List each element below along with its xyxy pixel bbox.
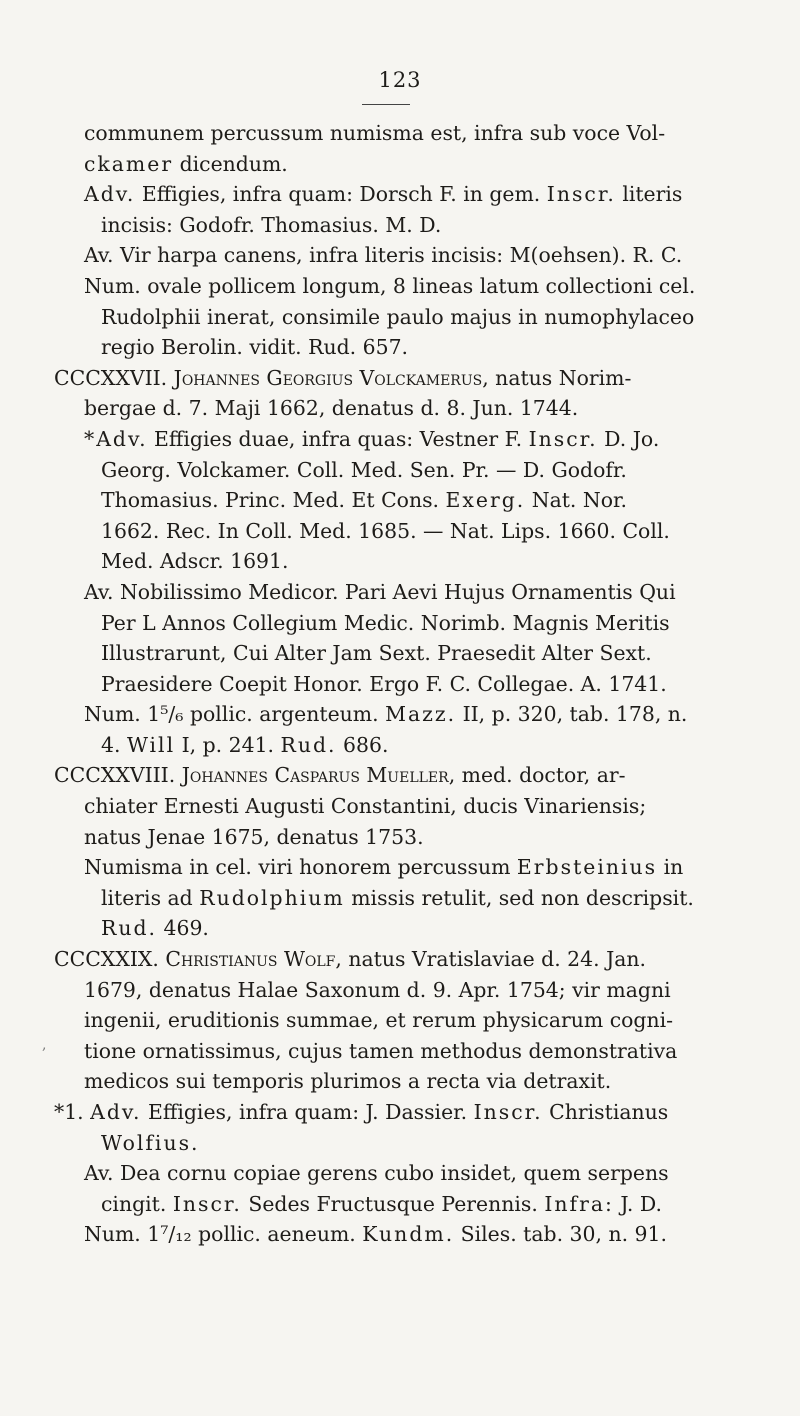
text-line — [54, 699, 774, 730]
text-run: Thomasius. Princ. Med. Et Cons. — [101, 488, 446, 513]
text-run: Illustrarunt, Cui Alter Jam Sext. Praesedit Alter Sext. — [101, 641, 652, 666]
text-run: D. Jo. — [597, 426, 660, 451]
text-run: missis retulit, sed non descripsit. — [344, 885, 694, 910]
text-run: regio Berolin. vidit. Rud. 657. — [101, 335, 409, 360]
text-run: , med. doctor, ar- — [448, 763, 626, 788]
text-run: Rud. — [280, 732, 337, 757]
text-line — [54, 1158, 774, 1189]
text-line — [54, 1005, 774, 1036]
text-run: Inscr. — [172, 1191, 242, 1216]
text-run: Rudolphium — [199, 885, 345, 910]
text-line — [54, 852, 774, 883]
text-run: Erbsteinius — [516, 855, 658, 880]
text-run: Inscr. — [528, 426, 598, 451]
text-line — [54, 546, 774, 577]
text-run: Mazz. — [385, 702, 457, 727]
text-run: Per L Annos Collegium Medic. Norimb. Magnis Meritis — [101, 610, 670, 635]
text-run: ckamer — [84, 151, 174, 176]
text-run: Nat. Nor. — [525, 488, 627, 513]
text-run: 1679, denatus Halae Saxonum d. 9. Apr. 1754; vir magni — [84, 977, 671, 1002]
text-run: *Adv. — [84, 426, 148, 451]
text-run: Infra: — [544, 1191, 614, 1216]
text-line — [54, 240, 774, 271]
text-run: Rud. — [101, 916, 158, 941]
text-line — [54, 393, 774, 424]
text-run: CCCXXIX. — [54, 947, 166, 972]
text-run: cingit. — [101, 1191, 173, 1216]
text-run: Adv. — [90, 1100, 142, 1124]
text-line — [54, 577, 774, 608]
text-line — [54, 1036, 774, 1067]
text-line — [54, 944, 774, 975]
text-line — [54, 485, 774, 516]
text-line — [54, 455, 774, 486]
text-run: medicos sui temporis plurimos a recta via detraxit. — [84, 1069, 612, 1094]
text-run: Effigies duae, infra quas: Vestner F. — [147, 426, 529, 451]
text-run: 1662. Rec. In Coll. Med. 1685. — Nat. Lips. 1660. Coll. — [101, 518, 670, 543]
text-run: I, p. 241. — [175, 732, 281, 757]
text-run: Av. Vir harpa canens, infra literis incisis: M(oehsen). R. C. — [84, 243, 683, 268]
text-run: Num. 1⁷/₁₂ pollic. aeneum. — [84, 1222, 363, 1247]
text-run: Av. Nobilissimo Medicor. Pari Aevi Hujus Ornamentis Qui — [84, 579, 676, 604]
text-run: Effigies, infra quam: Dorsch F. in gem. — [135, 182, 547, 207]
text-line — [54, 760, 774, 791]
text-run: Johannes Georgius Volckamerus — [173, 365, 483, 390]
text-line — [54, 822, 774, 853]
text-run: bergae d. 7. Maji 1662, denatus d. 8. Jun. 1744. — [84, 396, 579, 421]
text-run: CCCXXVIII. — [54, 763, 182, 788]
text-line — [54, 516, 774, 547]
text-line — [54, 1189, 774, 1220]
text-line — [54, 669, 774, 700]
text-line — [54, 332, 774, 363]
text-run: J. D. — [613, 1191, 662, 1216]
text-line — [54, 1128, 774, 1159]
text-run: Med. Adscr. 1691. — [101, 549, 289, 574]
header-rule — [362, 104, 410, 105]
text-run: Exerg. — [445, 488, 526, 513]
text-run: Adv. — [84, 182, 136, 207]
page-number: 123 — [378, 68, 422, 92]
text-line — [54, 210, 774, 241]
text-run: II, p. 320, tab. 178, n. — [456, 702, 688, 727]
text-line — [54, 975, 774, 1006]
text-run: Christianus Wolf — [165, 947, 336, 972]
text-line — [54, 363, 774, 394]
text-run: Kundm. — [362, 1222, 455, 1247]
text-run: natus Jenae 1675, denatus 1753. — [84, 824, 424, 849]
text-line — [54, 271, 774, 302]
text-run: CCCXXVII. — [54, 365, 174, 390]
text-line — [54, 118, 774, 149]
text-line — [54, 302, 774, 333]
text-run: communem percussum numisma est, infra sub voce Vol- — [84, 121, 666, 145]
text-run: Rudolphii inerat, consimile paulo majus in numophylaceo — [101, 304, 695, 329]
text-run: Av. Dea cornu copiae gerens cubo insidet, quem serpens — [84, 1161, 669, 1186]
text-run: tione ornatissimus, cujus tamen methodus demonstrativa — [84, 1038, 678, 1063]
text-run: in — [657, 855, 684, 880]
text-run: Num. ovale pollicem longum, 8 lineas latum collectioni cel. — [84, 273, 696, 298]
text-run: chiater Ernesti Augusti Constantini, ducis Vinariensis; — [84, 794, 647, 819]
text-line — [54, 608, 774, 639]
text-run: Will — [126, 732, 176, 757]
text-line — [54, 730, 774, 761]
text-run: Effigies, infra quam: J. Dassier. — [141, 1100, 474, 1124]
text-run: 686. — [336, 732, 389, 757]
text-run: Num. 1⁵/₆ pollic. argenteum. — [84, 702, 386, 727]
text-line — [54, 149, 774, 180]
text-line — [54, 883, 774, 914]
text-run: Numisma in cel. viri honorem percussum — [84, 855, 517, 880]
text-run: Georg. Volckamer. Coll. Med. Sen. Pr. — D. Godofr. — [101, 457, 627, 482]
text-run: Johannes Casparus Mueller — [181, 763, 449, 788]
text-run: Siles. tab. 30, n. 91. — [454, 1222, 667, 1247]
text-run: literis — [615, 182, 683, 207]
text-line — [54, 424, 774, 455]
text-run: 469. — [157, 916, 209, 941]
text-run: ingenii, eruditionis summae, et rerum physicarum cogni- — [84, 1008, 673, 1033]
text-line — [54, 179, 774, 210]
text-line — [54, 1219, 774, 1250]
text-line — [54, 913, 774, 944]
text-run: , natus Norim- — [482, 365, 632, 390]
text-run: , natus Vratislaviae d. 24. Jan. — [335, 947, 647, 972]
text-run: 4. — [101, 732, 127, 757]
text-run: Inscr. — [473, 1100, 543, 1124]
text-run: *1. — [54, 1100, 91, 1124]
text-run: Sedes Fructusque Perennis. — [241, 1191, 545, 1216]
body-text — [54, 118, 774, 1250]
stray-mark: , — [42, 1037, 47, 1053]
text-run: dicendum. — [173, 151, 288, 176]
text-run: Praesidere Coepit Honor. Ergo F. C. Collegae. A. 1741. — [101, 671, 667, 696]
text-run: Christianus — [542, 1100, 669, 1124]
text-line — [54, 1066, 774, 1097]
text-run: Wolfius. — [101, 1130, 200, 1155]
text-run: literis ad — [101, 885, 200, 910]
text-line — [54, 1097, 774, 1128]
text-run: incisis: Godofr. Thomasius. M. D. — [101, 212, 442, 237]
text-line — [54, 638, 774, 669]
text-line — [54, 791, 774, 822]
text-run: Inscr. — [546, 182, 616, 207]
